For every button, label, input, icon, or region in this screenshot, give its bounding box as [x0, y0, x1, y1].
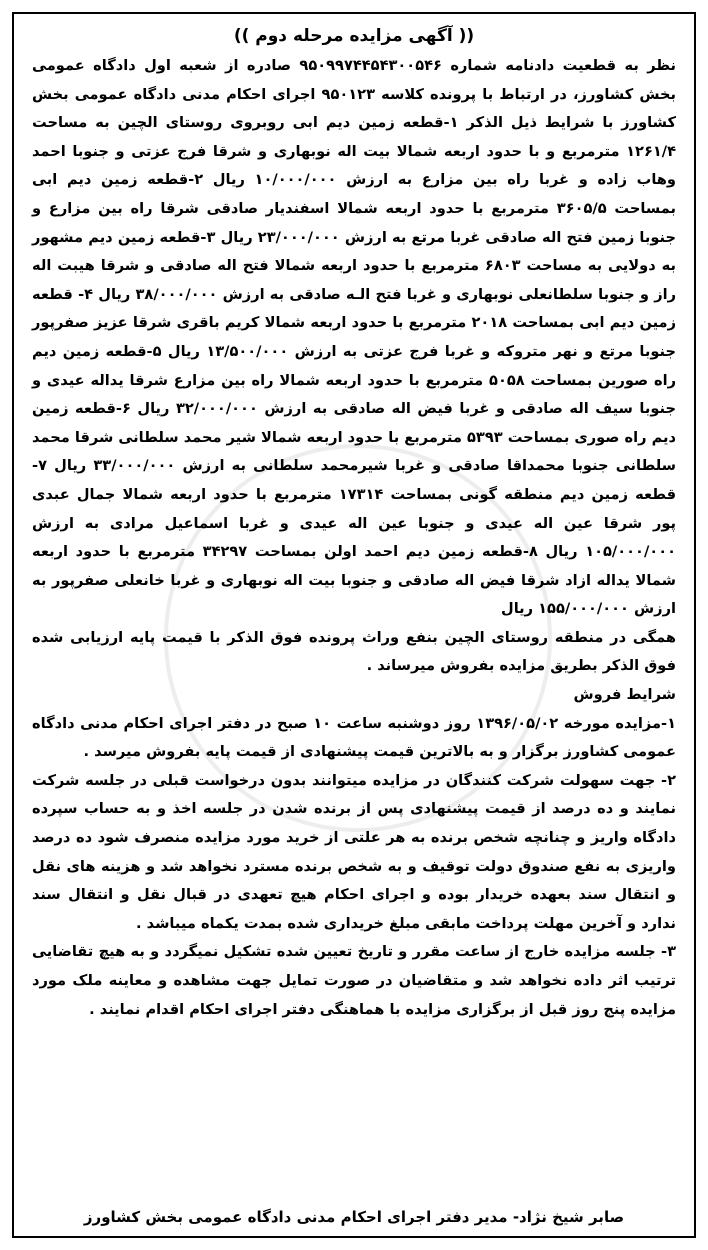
condition-item-1: ۱-مزایده مورخه ۱۳۹۶/۰۵/۰۲ روز دوشنبه ساعت ۱۰ صبح در دفتر اجرای احکام مدنی دادگاه عمومی کشاورز برگزار و به بالاترین قیمت پیشنهادی از قیمت پایه بفروش میرسد . — [32, 714, 677, 761]
condition-item-3: ۳- جلسه مزایده خارج از ساعت مقرر و تاریخ تعیین شده تشکیل نمیگردد و به هیچ تقاضایی ترتیب اثر داده نخواهد شد و متقاضیان در صورت تمایل جهت مشاهده و معاینه ملک مورد مزایده پنج روز قبل از برگزاری مزایده با هماهنگی دفتر اجرای احکام اقدام نمایند . — [32, 943, 676, 1018]
notice-summary-text: همگی در منطقه روستای الچین بنفع وراث پرونده فوق الذکر با قیمت پایه ارزیابی شده فوق الذکر بطریق مزایده بفروش میرساند . — [32, 628, 676, 675]
notice-main-text: نظر به قطعیت دادنامه شماره ۹۵۰۹۹۷۴۴۵۴۳۰۰۵۴۶ صادره از شعبه اول دادگاه عمومی بخش کشاورز، در ارتباط با پرونده کلاسه ۹۵۰۱۲۳ اجرای احکام مدنی دادگاه عمومی بخش کشاورز با شرایط ذیل الذکر ۱-قطعه زمین دیم ابی روبروی روستای الچین به مساحت ۱۲۶۱/۴ مترمربع و با حدود اربعه شمالا بیت اله نوبهاری و شرقا فرج عزتی و جنوبا احمد وهاب زاده و غربا راه بین مزارع به ارزش ۱۰/۰۰۰/۰۰۰ ریال ۲-قطعه زمین دیم ابی بمساحت ۳۶۰۵/۵ مترمربع با حدود اربعه شمالا اسفندیار صادقی شرقا راه بین مزارع و جنوبا زمین فتح اله صادقی غربا مرتع به ارزش ۲۳/۰۰۰/۰۰۰ ریال ۳-قطعه زمین دیم مشهور به دولایی به مساحت ۶۸۰۳ مترمربع با حدود اربعه شمالا فتح اله صادقی و شرقا هیبت اله راز و جنوبا سلطانعلی نوبهاری و غربا فتح الـه صادقی به ارزش ۳۸/۰۰۰/۰۰۰ ریال ۴- قطعه زمین دیم ابی بمساحت ۲۰۱۸ مترمربع با حدود اربعه شمالا کریم باقری شرقا عزیز صفرپور جنوبا مرتع و نهر متروکه و غربا فرج عزتی به ارزش ۱۳/۵۰۰/۰۰۰ ریال ۵-قطعه زمین دیم راه صورین بمساحت ۵۰۵۸ مترمربع با حدود اربعه شمالا راه بین مزارع شرقا یداله عیدی و جنوبا سیف اله صادقی و غربا فیض اله صادقی به ارزش ۳۲/۰۰۰/۰۰۰ ریال ۶-قطعه زمین دیم راه صوری بمساحت ۵۳۹۳ مترمربع با حدود اربعه شمالا شیر محمد سلطانی شرقا محمد سلطانی جنوبا محمداقا صادقی و غربا شیرمحمد سلطانی به ارزش ۳۳/۰۰۰/۰۰۰ ریال ۷-قطعه زمین دیم منطقه گونی بمساحت ۱۷۳۱۴ مترمربع با حدود اربعه شمالا جمال عبدی پور شرقا عین اله عیدی و جنوبا عین اله عیدی و غربا اسماعیل مرادی به ارزش ۱۰۵/۰۰۰/۰۰۰ ریال ۸-قطعه زمین دیم احمد اولن بمساحت ۳۴۲۹۷ مترمربع با حدود اربعه شمالا یداله ازاد شرقا فیض اله صادقی و جنوبا بیت اله نوبهاری و غربا خانعلی صفرپور به ارزش ۱۵۵/۰۰۰/۰۰۰ ریال — [32, 57, 677, 618]
condition-item-2: ۲- جهت سهولت شرکت کنندگان در مزایده میتوانند بدون درخواست قبلی در جلسه شرکت نمایند و ده درصد از قیمت پیشنهادی پس از برنده شدن در جلسه اخذ و به حساب سپرده دادگاه واریز و چنانچه شخص برنده به هر علتی از خرید مورد مزایده منصرف شود ده درصد واریزی به نفع صندوق دولت توقیف و به شخص برنده مسترد نخواهد شد و هزینه های نقل و انتقال سند بعهده خریدار بوده و اجرای احکام هیچ تعهدی در قبال نقل و انتقال سند ندارد و آخرین مهلت پرداخت مابقی مبلغ خریداری شده بمدت یکماه میباشد . — [32, 771, 676, 932]
notice-signature: صابر شیخ نژاد- مدیر دفتر اجرای احکام مدنی دادگاه عمومی بخش کشاورز — [83, 1208, 625, 1226]
notice-frame — [12, 12, 696, 1238]
notice-title: (( آگهی مزایده مرحله دوم )) — [233, 26, 475, 46]
conditions-heading: شرایط فروش — [573, 686, 676, 704]
